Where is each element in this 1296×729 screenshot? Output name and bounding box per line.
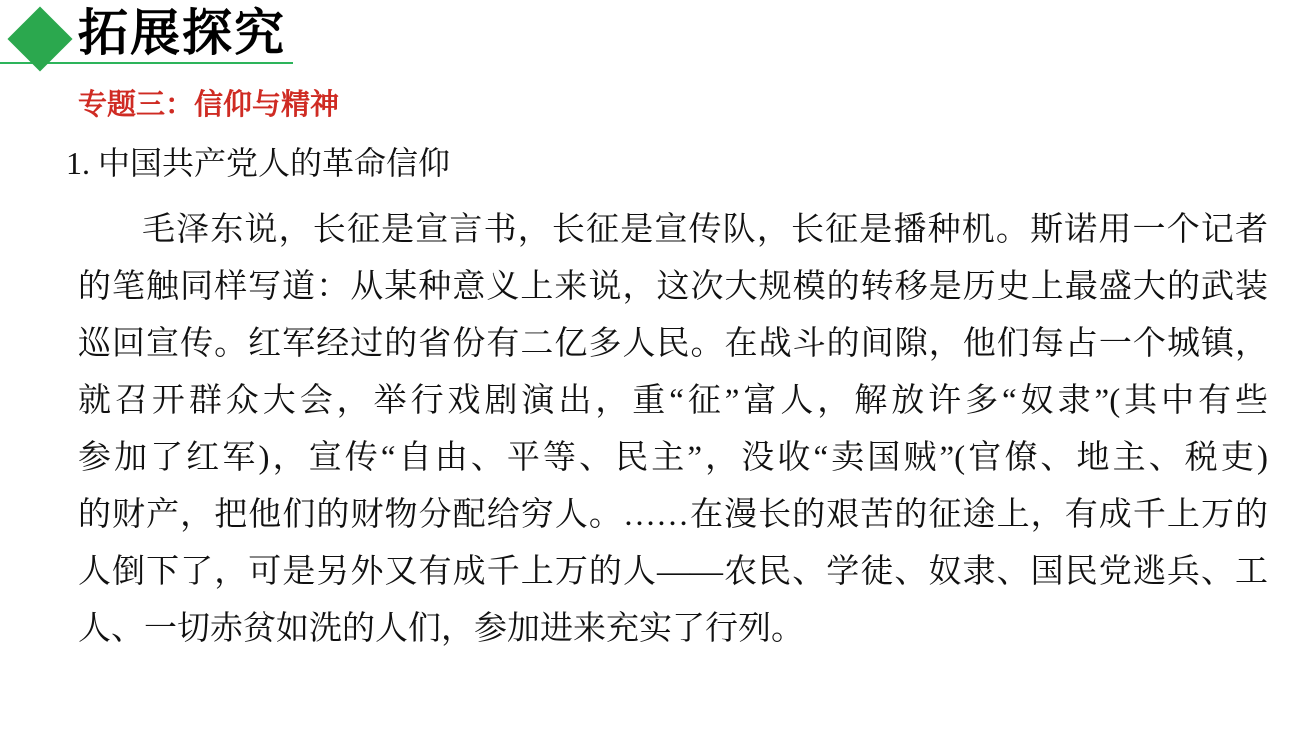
page-title: 拓展探究 [78, 5, 286, 61]
paragraph-line: 人、一切赤贫如洗的人们，参加进来充实了行列。 [78, 611, 804, 647]
paragraph-line: 的笔触同样写道：从某种意义上来说，这次大规模的转移是历史上最盛大的武装 [78, 269, 1268, 305]
paragraph-line: 参加了红军)，宣传“自由、平等、民主”，没收“卖国贼”(官僚、地主、税吏) [78, 440, 1268, 476]
paragraph [78, 202, 1268, 658]
paragraph-line: 毛泽东说，长征是宣言书，长征是宣传队，长征是播种机。斯诺用一个记者 [142, 212, 1268, 248]
topic-subtitle: 专题三：信仰与精神 [78, 89, 340, 121]
paragraph-line: 的财产，把他们的财物分配给穷人。……在漫长的艰苦的征途上，有成千上万的 [78, 497, 1268, 533]
section-heading: 1. 中国共产党人的革命信仰 [66, 145, 451, 181]
paragraph-line: 就召开群众大会，举行戏剧演出，重“征”富人，解放许多“奴隶”(其中有些 [78, 383, 1268, 419]
paragraph-line: 巡回宣传。红军经过的省份有二亿多人民。在战斗的间隙，他们每占一个城镇， [78, 326, 1268, 362]
paragraph-line: 人倒下了，可是另外又有成千上万的人——农民、学徒、奴隶、国民党逃兵、工 [78, 554, 1268, 590]
